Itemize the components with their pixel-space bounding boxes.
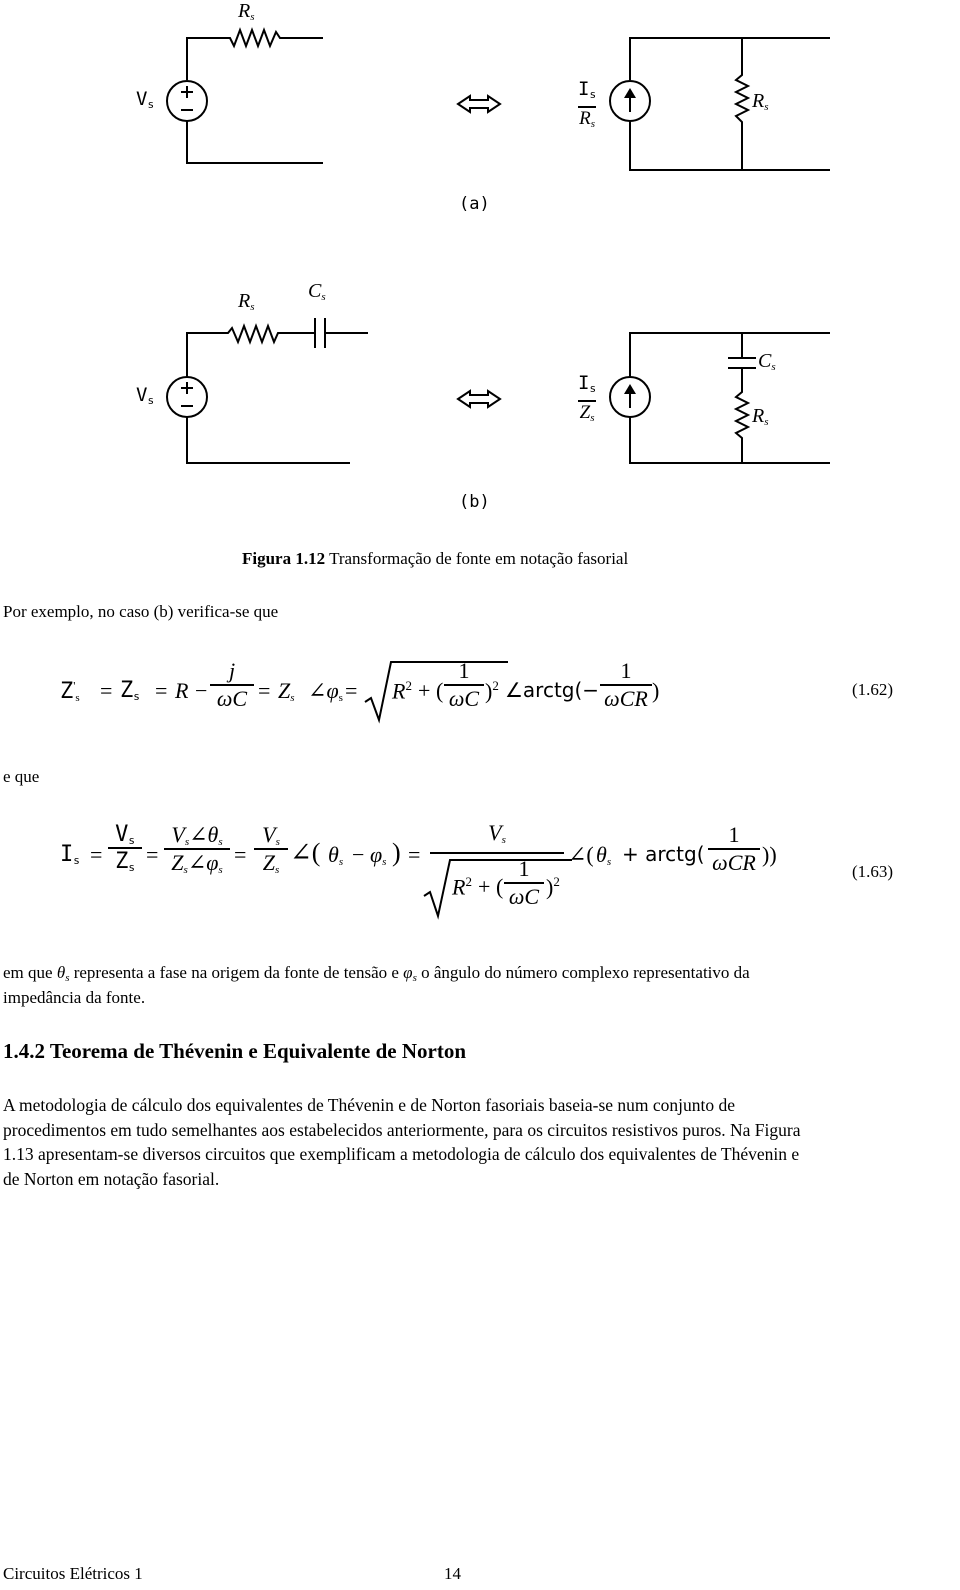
example-intro: Por exemplo, no caso (b) verifica-se que [3,602,279,621]
where-line-2: impedância da fonte. [3,988,146,1007]
equation-1-62: $Z'_s$ = $Z_s$ = R − j ωC = $Z_s$ $\angle\varphi_s$ = $R^2$ + ( 1 ωC )$^2$ ∠arctg(− 1 ωCR ) [60,658,890,728]
where-line-1: em que $\theta_s$ representa a fase na origem da fonte de tensão e $\varphi_s$ o ângulo do número complexo representativo da [3,963,750,984]
fig-a-resistor-label: $R_s$ [238,0,255,23]
fig-b-current-source-label: $I_s$ $Z_s$ [578,372,596,429]
fig-a-current-source-label: $I_s$ $R_s$ [578,78,596,135]
page-number: 14 [444,1564,461,1583]
figure-circuit-diagrams [0,0,960,560]
fig-b-shunt-capacitor-label: $C_s$ [758,350,776,373]
fig-b-label: (b) [459,492,490,512]
fig-b-resistor-label: $R_s$ [238,290,255,313]
fig-a-shunt-resistor-label: $R_s$ [752,90,769,113]
and-that: e que [3,767,40,786]
body-paragraph: A metodologia de cálculo dos equivalentes de Thévenin e de Norton fasoriais baseia-se num conjunto de procedimentos em tudo semelhantes aos estabelecidos anteriormente, para os circuitos resistivos puros. Na Figura 1.13 apresentam-se diversos circuitos que exemplificam a metodologia de cálculo dos equivalentes de Thévenin e de Norton em notação fasorial. [3,1095,801,1189]
fig-b-voltage-source-label: $V_s$ [136,384,155,407]
eq-1-62-number: (1.62) [852,680,894,699]
figure-caption: Figura 1.12 Transformação de fonte em notação fasorial [242,549,629,568]
fig-a-voltage-source-label: $V_s$ [136,88,155,111]
fig-a-label: (a) [459,194,490,214]
equation-1-63: $I_s$ = $V_s$ $Z_s$ = $V_s\angle\theta_s$ $Z_s\angle\varphi_s$ = $V_s$ $Z_s$ ∠( $\theta_s$ − $\varphi_s$ ) = $V_s$ $R^2$ + ( 1 ωC )$^2$ ∠( $\theta_s$ + arctg( 1 ωCR )) [60,820,840,920]
section-heading: 1.4.2 Teorema de Thévenin e Equivalente de Norton [3,1039,466,1063]
eq-1-63-number: (1.63) [852,862,894,881]
fig-b-shunt-resistor-label: $R_s$ [752,405,769,428]
footer-title: Circuitos Elétricos 1 [3,1564,143,1583]
fig-b-capacitor-label: $C_s$ [308,280,326,303]
